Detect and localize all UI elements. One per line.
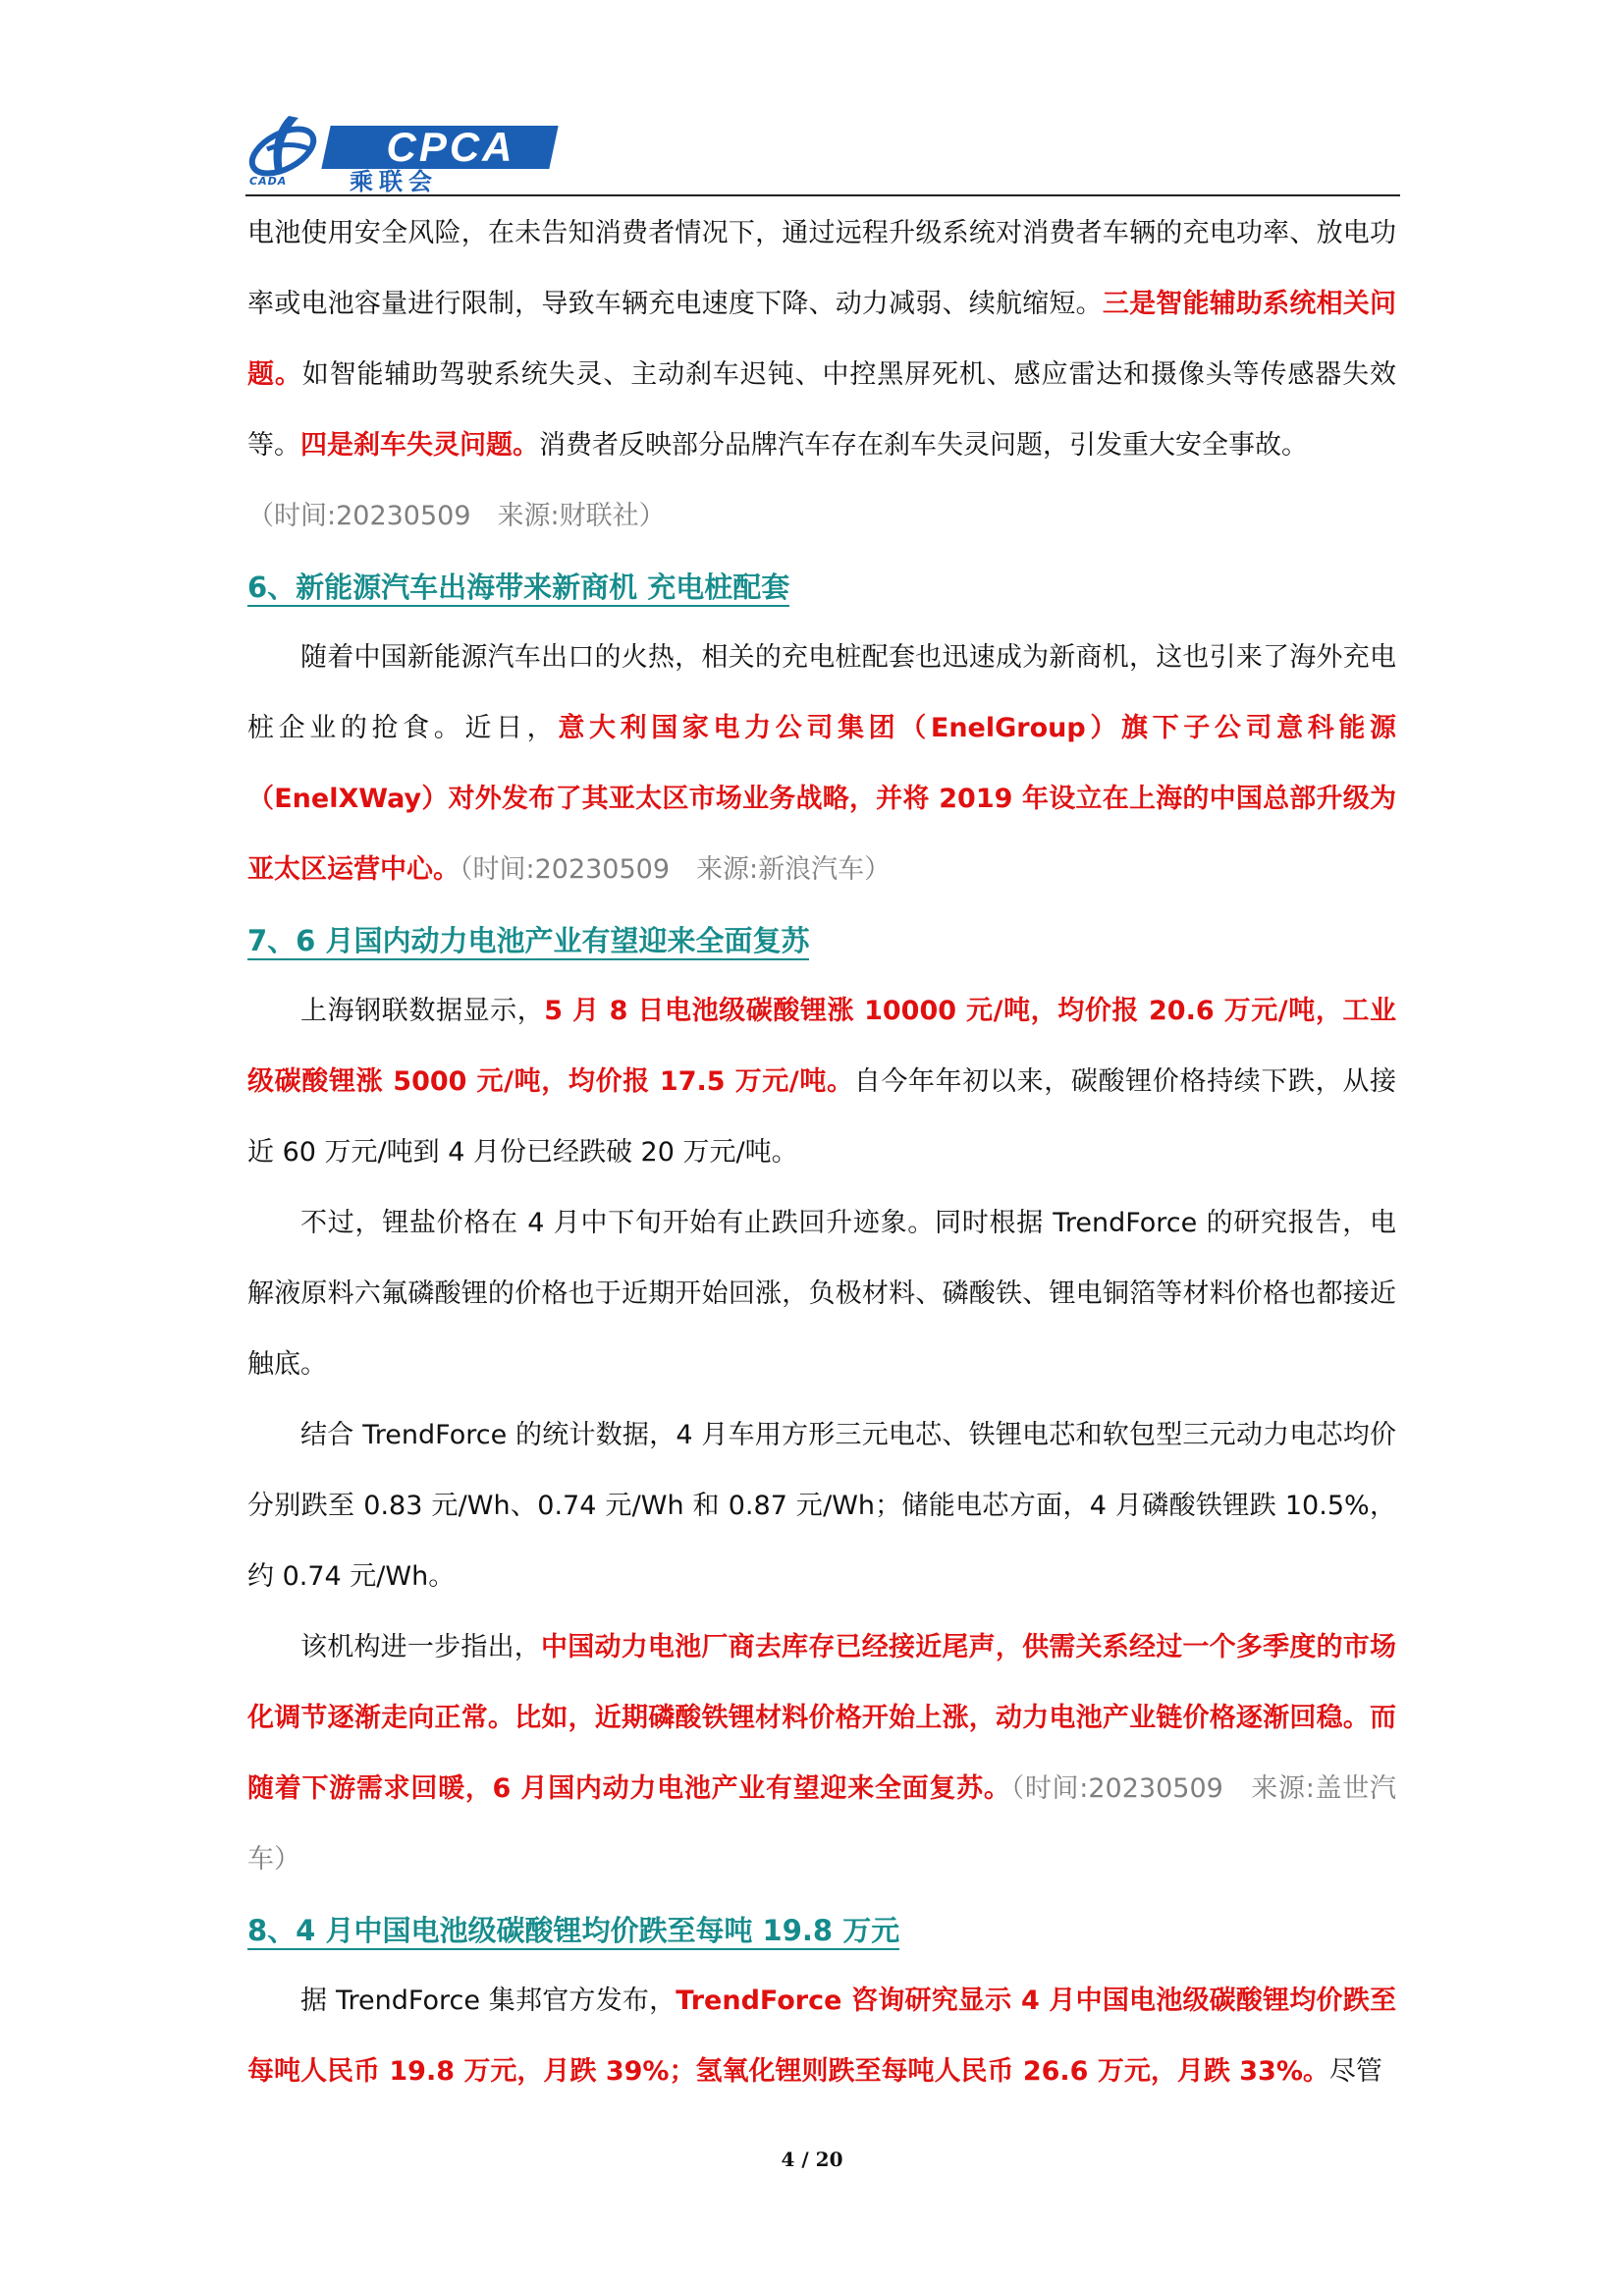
section-heading-8: 8、4 月中国电池级碳酸锂均价跌至每吨 19.8 万元 (247, 1895, 1396, 1966)
paragraph: 不过，锂盐价格在 4 月中下旬开始有止跌回升迹象。同时根据 TrendForce 的研究报告，电解液原料六氟磷酸锂的价格也于近期开始回涨，负极材料、磷酸铁、锂电铜箔等材料价格也都接近触底。 (247, 1208, 1396, 1380)
section-heading-7: 7、6 月国内动力电池产业有望迎来全面复苏 (247, 905, 1396, 976)
section-heading-6: 6、新能源汽车出海带来新商机 充电桩配套 (247, 552, 1396, 623)
article-body (247, 198, 1396, 2107)
logo-abbreviation: CADA (249, 175, 288, 188)
logo-text: CPCA (386, 124, 515, 170)
source-note: （时间:20230509 来源:新浪汽车） (460, 854, 892, 885)
paragraph: 上海钢联数据显示，5 月 8 日电池级碳酸锂涨 10000 元/吨，均价报 20.6 万元/吨，工业级碳酸锂涨 5000 元/吨，均价报 17.5 万元/吨。自今年年初以来，碳酸锂价格持续下跌，从接近 60 万元/吨到 4 月份已经跌破 20 万元/吨。 (247, 996, 1396, 1168)
logo-subtitle: 乘联会 (350, 168, 438, 195)
source-note: （时间:20230509 来源:盖世汽车） (247, 1773, 1396, 1875)
paragraph: 结合 TrendForce 的统计数据，4 月车用方形三元电芯、铁锂电芯和软包型三元动力电芯均价分别跌至 0.83 元/Wh、0.74 元/Wh 和 0.87 元/Wh；储能电芯方面，4 月磷酸铁锂跌 10.5%，约 0.74 元/Wh。 (247, 1420, 1396, 1592)
paragraph: 随着中国新能源汽车出口的火热，相关的充电桩配套也迅速成为新商机，这也引来了海外充电桩企业的抢食。近日，意大利国家电力公司集团（EnelGroup）旗下子公司意科能源（EnelXWay）对外发布了其亚太区市场业务战略，并将 2019 年设立在上海的中国总部升级为亚太区运营中心。（时间:20230509 来源:新浪汽车） (247, 642, 1396, 885)
header (245, 110, 1400, 196)
paragraph: 电池使用安全风险，在未告知消费者情况下，通过远程升级系统对消费者车辆的充电功率、放电功率或电池容量进行限制，导致车辆充电速度下降、动力减弱、续航缩短。三是智能辅助系统相关问题。如智能辅助驾驶系统失灵、主动刹车迟钝、中控黑屏死机、感应雷达和摄像头等传感器失效等。四是刹车失灵问题。消费者反映部分品牌汽车存在刹车失灵问题，引发重大安全事故。 (247, 218, 1397, 461)
paragraph: 据 TrendForce 集邦官方发布，TrendForce 咨询研究显示 4 月中国电池级碳酸锂均价跌至每吨人民币 19.8 万元，月跌 39%；氢氧化锂则跌至每吨人民币 26.6 万元，月跌 33%。尽管 (247, 1986, 1396, 2087)
page-number: 4 / 20 (781, 2148, 843, 2171)
paragraph: 该机构进一步指出，中国动力电池厂商去库存已经接近尾声，供需关系经过一个多季度的市场化调节逐渐走向正常。比如，近期磷酸铁锂材料价格开始上涨，动力电池产业链价格逐渐回稳。而随着下游需求回暖，6 月国内动力电池产业有望迎来全面复苏。（时间:20230509 来源:盖世汽车） (247, 1632, 1397, 1875)
source-note: （时间:20230509 来源:财联社） (247, 501, 666, 531)
header-divider (245, 194, 1400, 196)
